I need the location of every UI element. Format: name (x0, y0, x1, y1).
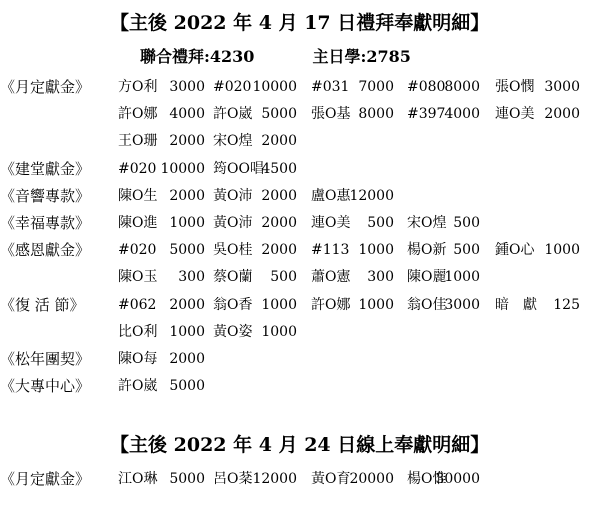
offering-row (0, 210, 597, 236)
offering-entries (118, 74, 597, 100)
donor-name: 吳O桂 (213, 242, 253, 259)
donor-name: #020 (118, 242, 157, 259)
donation-amount: 5000 (261, 106, 297, 123)
donor-name: 王O珊 (118, 133, 158, 150)
donation-amount: 1000 (169, 215, 205, 231)
donation-amount: 5000 (169, 378, 205, 395)
donation-amount: 500 (453, 242, 480, 259)
donation-amount: 3000 (169, 79, 205, 95)
donor-name: 筠OO唱 (213, 160, 264, 177)
donor-name: 翁O佳 (407, 296, 447, 313)
offering-row (0, 128, 597, 154)
offering-entries (118, 237, 597, 263)
donor-name: #020 (213, 79, 252, 95)
donation-amount: 8000 (444, 79, 480, 95)
donation-amount: 1000 (261, 323, 297, 340)
offering-entries (118, 346, 597, 372)
donation-amount: 125 (553, 296, 580, 313)
section-title-text: 主後 2022 年 4 月 24 日線上奉獻明細 (129, 434, 471, 456)
donor-name: #113 (311, 242, 350, 259)
offering-entries (118, 292, 597, 318)
donation-amount: 12000 (252, 471, 297, 487)
donor-name: 張O基 (311, 106, 351, 123)
donor-name: 宋O煌 (407, 215, 447, 231)
offering-row (0, 319, 597, 345)
offering-entries (118, 183, 597, 209)
donor-name: 宋O煌 (213, 133, 253, 150)
donation-amount: 1000 (261, 296, 297, 313)
donation-amount: 4500 (261, 160, 297, 177)
donation-amount: 1000 (358, 296, 394, 313)
donor-name: 陳O玉 (118, 269, 158, 286)
donor-name: #397 (407, 106, 446, 123)
offering-row (0, 373, 597, 399)
offering-category-label: 《大專中心》 (0, 377, 91, 396)
donation-amount: 5000 (169, 242, 205, 259)
offering-row (0, 292, 597, 318)
donation-amount: 2000 (261, 242, 297, 259)
donation-amount: 8000 (358, 106, 394, 123)
attendance-summary (140, 44, 469, 67)
offering-category-label: 《月定獻金》 (0, 470, 91, 488)
offering-entries (118, 264, 597, 290)
offering-row (0, 74, 597, 100)
offering-row (0, 101, 597, 127)
donor-name: 連O美 (495, 106, 535, 123)
donation-amount: 2000 (169, 296, 205, 313)
offering-category-label: 《建堂獻金》 (0, 159, 91, 178)
donor-name: 陳O麗 (407, 269, 447, 286)
donor-name: 連O美 (311, 215, 351, 231)
offering-entries (118, 466, 597, 492)
donor-name: 許O娜 (311, 296, 351, 313)
offering-category-label: 《復 活 節》 (0, 295, 85, 314)
donation-amount: 10000 (252, 79, 297, 95)
donor-name: 比O利 (118, 323, 158, 340)
section-title-april-24: 【主後 2022 年 4 月 24 日線上奉獻明細】 (110, 434, 490, 456)
donor-name: 黃O姿 (213, 323, 253, 340)
offering-entries (118, 373, 597, 399)
donor-name: 黃O沛 (213, 215, 253, 231)
donor-name: #080 (407, 79, 446, 95)
donor-name: 許O崴 (118, 378, 158, 395)
donor-name: 黃O沛 (213, 187, 253, 204)
sunday-school-count: 主日學:2785 (312, 47, 411, 66)
donation-amount: 4000 (444, 106, 480, 123)
donor-name: 許O崴 (213, 106, 253, 123)
donation-amount: 300 (178, 269, 205, 286)
section-title-text: 主後 2022 年 4 月 17 日禮拜奉獻明細 (129, 12, 471, 34)
donation-amount: 3000 (444, 296, 480, 313)
donation-amount: 7000 (358, 79, 394, 95)
offering-category-label: 《月定獻金》 (0, 78, 91, 96)
offering-category-label: 《幸福專款》 (0, 214, 91, 232)
section-title-april-17: 【主後 2022 年 4 月 17 日禮拜奉獻明細】 (110, 12, 490, 34)
donor-name: 呂O棻 (213, 471, 253, 487)
donation-amount: 1000 (544, 242, 580, 259)
offering-row (0, 183, 597, 209)
offering-entries (118, 101, 597, 127)
donor-name: 陳O每 (118, 351, 158, 367)
donation-amount: 1000 (358, 242, 394, 259)
donor-name: 江O琳 (118, 471, 158, 487)
donor-name: 盧O惠 (311, 187, 351, 204)
donor-name: 許O娜 (118, 106, 158, 123)
donation-amount: 2000 (169, 187, 205, 204)
offering-entries (118, 210, 597, 236)
donation-amount: 12000 (349, 187, 394, 204)
donor-name: 陳O進 (118, 215, 158, 231)
donation-amount: 2000 (169, 133, 205, 150)
donation-amount: 20000 (349, 471, 394, 487)
donor-name: #031 (311, 79, 350, 95)
offering-entries (118, 128, 597, 154)
donation-amount: 2000 (261, 187, 297, 204)
donor-name: 張O憫 (495, 79, 535, 95)
donation-amount: 5000 (169, 471, 205, 487)
joint-service-count: 聯合禮拜:4230 (140, 47, 255, 66)
donor-name: #020 (118, 160, 157, 177)
donation-amount: 2000 (544, 106, 580, 123)
donor-name: 陳O生 (118, 187, 158, 204)
donor-name: 楊O惟 (407, 471, 447, 487)
donation-amount: 1000 (169, 323, 205, 340)
offering-category-label: 《松年團契》 (0, 350, 91, 368)
donation-amount: 10000 (160, 160, 205, 177)
donor-name: 鍾O心 (495, 242, 535, 259)
offering-row (0, 264, 597, 290)
donation-amount: 2000 (261, 133, 297, 150)
donation-amount: 500 (270, 269, 297, 286)
donation-amount: 300 (367, 269, 394, 286)
offering-row (0, 346, 597, 372)
offering-entries (118, 156, 597, 182)
donor-name: 蕭O憲 (311, 269, 351, 286)
offering-row (0, 466, 597, 492)
donor-name: 方O利 (118, 79, 158, 95)
donation-amount: 2000 (169, 351, 205, 367)
offering-category-label: 《音響專款》 (0, 186, 91, 205)
donation-amount: 3000 (544, 79, 580, 95)
offering-row (0, 237, 597, 263)
donation-amount: 4000 (169, 106, 205, 123)
donor-name: 暗 獻 (495, 296, 537, 313)
offering-row (0, 156, 597, 182)
donor-name: 翁O香 (213, 296, 253, 313)
donor-name: 黃O育 (311, 471, 351, 487)
donation-amount: 500 (367, 215, 394, 231)
donation-amount: 500 (453, 215, 480, 231)
donor-name: #062 (118, 296, 157, 313)
offering-category-label: 《感恩獻金》 (0, 241, 91, 260)
donation-amount: 1000 (444, 269, 480, 286)
donor-name: 楊O新 (407, 242, 447, 259)
donation-amount: 2000 (261, 215, 297, 231)
donor-name: 蔡O蘭 (213, 269, 253, 286)
offering-entries (118, 319, 597, 345)
donation-amount: 30000 (435, 471, 480, 487)
